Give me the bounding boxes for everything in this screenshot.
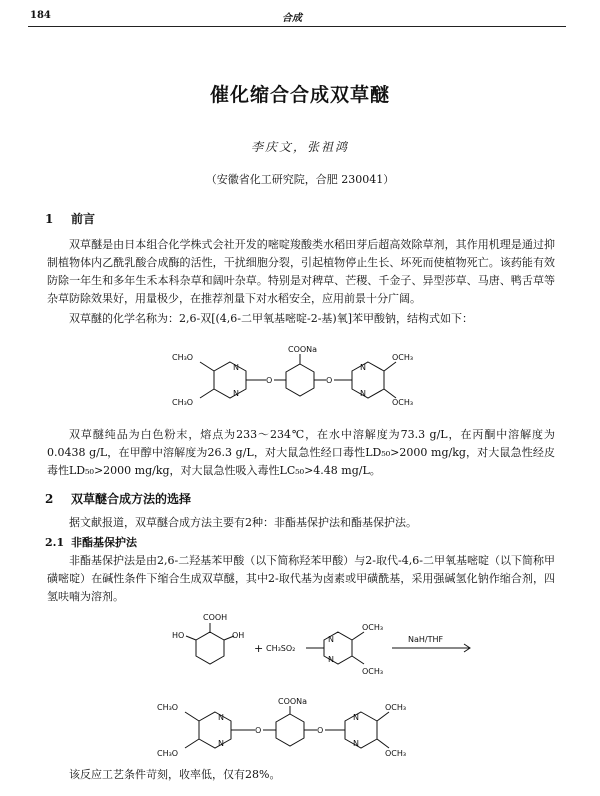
reactant2-nitrogen-1: N xyxy=(328,635,334,644)
left-ring-nitrogen-2: N xyxy=(233,389,239,398)
product-right-nitrogen-2: N xyxy=(353,739,359,748)
paragraph-text: 据文献报道，双草醚合成方法主要有2种：非酯基保护法和酯基保护法。 xyxy=(69,516,417,529)
section-1-paragraph-3 xyxy=(47,426,555,480)
page-number: 184 xyxy=(30,10,51,21)
plus-sign: + xyxy=(254,642,264,655)
product-right-oxygen: O xyxy=(317,726,324,735)
section-1-paragraph-1 xyxy=(47,236,555,308)
hydroxybenzoic-acid-ring xyxy=(196,632,224,664)
paragraph-text: 该反应工艺条件苛刻，收率低，仅有28%。 xyxy=(69,768,281,781)
reactant1-oh-label: OH xyxy=(232,631,245,640)
reagent-label: NaH/THF xyxy=(408,635,444,644)
right-pyrimidine-ring xyxy=(352,362,384,398)
right-ether-oxygen: O xyxy=(326,376,333,385)
reactant2-nitrogen-2: N xyxy=(328,655,334,664)
left-ring-nitrogen-1: N xyxy=(233,363,239,372)
left-upper-methoxy-label: CH₃O xyxy=(172,353,194,362)
left-pyrimidine-ring xyxy=(214,362,246,398)
section-2-1-paragraph-1 xyxy=(47,552,555,606)
product-left-oxygen: O xyxy=(255,726,262,735)
right-ring-nitrogen-2: N xyxy=(360,389,366,398)
product-left-upper-methoxy: CH₃O xyxy=(157,703,179,712)
header-rule xyxy=(28,26,566,27)
section-2-1-paragraph-2 xyxy=(47,766,555,784)
article-title: 催化缩合合成双草醚 xyxy=(209,84,390,106)
product-left-lower-methoxy: CH₃O xyxy=(157,749,179,758)
structure-bispyribac-sodium xyxy=(170,340,430,420)
section-2-1-number: 2.1 xyxy=(45,536,65,549)
section-2-1-title: 非酯基保护法 xyxy=(71,536,137,549)
authors: 李庆文，张祖鸿 xyxy=(250,140,349,154)
product-right-lower-methoxy: OCH₃ xyxy=(385,749,407,758)
reactant2-lower-methoxy-label: OCH₃ xyxy=(362,667,384,676)
section-1-heading xyxy=(45,210,95,227)
reactant1-ho-label: HO xyxy=(172,631,185,640)
right-lower-methoxy-label: OCH₃ xyxy=(392,398,414,407)
affiliation: （安徽省化工研究院，合肥 230041） xyxy=(205,173,395,186)
reactant2-upper-methoxy-label: OCH₃ xyxy=(362,623,384,632)
reactant2-ch3so2-label: CH₃SO₂ xyxy=(266,644,296,653)
section-1-paragraph-2 xyxy=(47,310,555,328)
section-2-number: 2 xyxy=(45,492,54,506)
benzene-ring xyxy=(286,364,314,396)
product-left-nitrogen-1: N xyxy=(218,713,224,722)
section-2-paragraph-1 xyxy=(47,514,555,532)
product-right-nitrogen-1: N xyxy=(353,713,359,722)
right-ring-nitrogen-1: N xyxy=(360,363,366,372)
section-1-title: 前言 xyxy=(71,212,96,226)
product-carboxylate-label: COONa xyxy=(278,698,308,706)
left-lower-methoxy-label: CH₃O xyxy=(172,398,194,407)
paragraph-text: 双草醚的化学名称为：2,6-双[(4,6-二甲氧基嘧啶-2-基)氧]苯甲酸钠，结构式如下： xyxy=(69,312,474,325)
paragraph-text: 双草醚是由日本组合化学株式会社开发的嘧啶羧酸类水稻田芽后超高效除草剂，其作用机理是通过抑制植物体内乙酰乳酸合成酶的活性，干扰细胞分裂，引起植物停止生长、坏死而使植物死亡。该药能有效防除一年生和多年生禾本科杂草和阔叶杂草。特别是对稗草、芒稷、千金子、异型莎草、马唐、鸭舌草等杂草防除效果好，用量极少，在推荐剂量下对水稻安全，应用前景十分广阔。 xyxy=(47,238,555,305)
carboxylate-label: COONa xyxy=(288,345,318,354)
reaction-scheme-product xyxy=(155,698,425,758)
section-2-heading xyxy=(45,490,191,507)
left-ether-oxygen: O xyxy=(266,376,273,385)
product-left-nitrogen-2: N xyxy=(218,739,224,748)
right-upper-methoxy-label: OCH₃ xyxy=(392,353,414,362)
section-2-title: 双草醚合成方法的选择 xyxy=(71,492,192,506)
paragraph-text: 非酯基保护法是由2,6-二羟基苯甲酸（以下简称羟苯甲酸）与2-取代-4,6-二甲氧基嘧啶（以下简称甲磺嘧啶）在碱性条件下缩合生成双草醚，其中2-取代基为卤素或甲磺酰基，采用强碱氢化钠作缩合剂，四氢呋喃为溶剂。 xyxy=(47,554,555,603)
reactant1-cooh-label: COOH xyxy=(203,613,228,622)
paragraph-text: 双草醚纯品为白色粉末，熔点为233～234℃，在水中溶解度为73.3 g/L，在丙酮中溶解度为0.0438 g/L，在甲醇中溶解度为26.3 g/L，对大鼠急性经口毒性LD₅₀>2000 mg/kg，对大鼠急性经皮毒性LD₅₀>2000 mg/kg，对大鼠急性吸入毒性LC₅₀>4.48 mg/L。 xyxy=(47,428,555,477)
section-1-number: 1 xyxy=(45,212,54,226)
reaction-scheme-reactants xyxy=(170,610,480,680)
journal-name: 合成 xyxy=(282,13,302,24)
section-2-1-heading xyxy=(45,534,137,550)
product-right-upper-methoxy: OCH₃ xyxy=(385,703,407,712)
